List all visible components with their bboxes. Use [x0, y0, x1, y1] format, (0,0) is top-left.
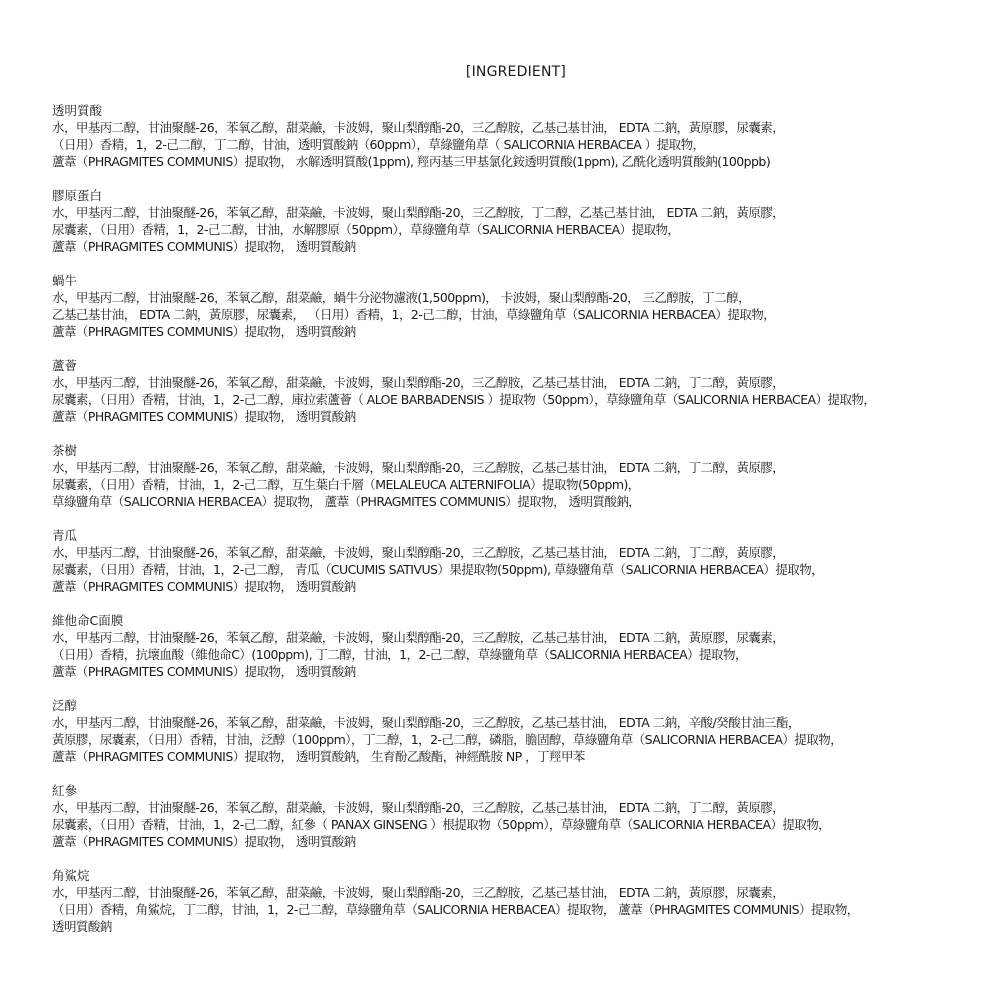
ingredient-line: 尿囊素，（日用）香精，甘油，1，2-己二醇，紅參（ PANAX GINSENG ）根提取物（50ppm），草綠鹽角草（SALICORNIA HERBACEA）提取物，	[52, 817, 831, 832]
ingredient-sections	[52, 102, 980, 935]
ingredient-line: 蘆葦（PHRAGMITES COMMUNIS）提取物， 透明質酸鈉	[52, 664, 356, 679]
ingredient-line: 水，甲基丙二醇，甘油聚醚-26，苯氧乙醇，甜菜鹼，卡波姆，聚山梨醇酯-20，三乙醇胺，乙基己基甘油， EDTA 二鈉，黃原膠，尿囊素，	[52, 630, 785, 645]
ingredient-line: 蘆葦（PHRAGMITES COMMUNIS）提取物， 透明質酸鈉	[52, 834, 356, 849]
ingredient-line: 尿囊素，（日用）香精，甘油，1，2-己二醇， 青瓜（CUCUMIS SATIVUS）果提取物(50ppm), 草綠鹽角草（SALICORNIA HERBACEA）提取物，	[52, 562, 824, 577]
ingredient-line: 草綠鹽角草（SALICORNIA HERBACEA）提取物， 蘆葦（PHRAGMITES COMMUNIS）提取物， 透明質酸鈉，	[52, 494, 641, 509]
ingredient-line: 蘆葦（PHRAGMITES COMMUNIS）提取物， 水解透明質酸(1ppm), 羥丙基三甲基氯化銨透明質酸(1ppm), 乙酰化透明質酸鈉(100ppb)	[52, 154, 771, 169]
ingredient-line: 蘆葦（PHRAGMITES COMMUNIS）提取物， 透明質酸鈉	[52, 239, 356, 254]
section-title: 維他命C面膜	[52, 613, 124, 628]
ingredient-line: 水，甲基丙二醇，甘油聚醚-26，苯氧乙醇，甜菜鹼，卡波姆，聚山梨醇酯-20，三乙醇胺，乙基己基甘油， EDTA 二鈉，黃原膠，尿囊素，	[52, 885, 785, 900]
section-title: 茶樹	[52, 443, 78, 458]
ingredient-line: 蘆葦（PHRAGMITES COMMUNIS）提取物， 透明質酸鈉	[52, 324, 356, 339]
ingredient-line: 蘆葦（PHRAGMITES COMMUNIS）提取物， 透明質酸鈉， 生育酚乙酸酯，神經酰胺 NP ，丁羥甲苯	[52, 749, 585, 764]
ingredient-section	[52, 867, 980, 935]
ingredient-line: 水，甲基丙二醇，甘油聚醚-26，苯氧乙醇，甜菜鹼，蝸牛分泌物濾液(1,500ppm)， 卡波姆，聚山梨醇酯-20， 三乙醇胺，丁二醇，	[52, 290, 751, 305]
ingredient-line: 黃原膠，尿囊素，（日用）香精，甘油，泛醇（100ppm），丁二醇，1，2-己二醇，磷脂，膽固醇，草綠鹽角草（SALICORNIA HERBACEA）提取物，	[52, 732, 843, 747]
ingredient-line: 乙基己基甘油， EDTA 二鈉，黃原膠，尿囊素， （日用）香精，1，2-己二醇，甘油，草綠鹽角草（SALICORNIA HERBACEA）提取物，	[52, 307, 776, 322]
ingredient-line: 水，甲基丙二醇，甘油聚醚-26，苯氧乙醇，甜菜鹼，卡波姆，聚山梨醇酯-20，三乙醇胺，乙基己基甘油， EDTA 二鈉，黃原膠，尿囊素，	[52, 120, 785, 135]
ingredient-line: 尿囊素，（日用）香精，1，2-己二醇，甘油，水解膠原（50ppm），草綠鹽角草（SALICORNIA HERBACEA）提取物，	[52, 222, 680, 237]
ingredient-line: 透明質酸鈉	[52, 919, 112, 934]
ingredient-section	[52, 697, 980, 765]
ingredient-section	[52, 187, 980, 255]
page-heading: [INGREDIENT]	[465, 64, 567, 80]
ingredient-line: 尿囊素，（日用）香精，甘油，1，2-己二醇，互生葉白千層（MELALEUCA ALTERNIFOLIA）提取物(50ppm)，	[52, 477, 640, 492]
ingredient-line: 蘆葦（PHRAGMITES COMMUNIS）提取物， 透明質酸鈉	[52, 409, 356, 424]
section-title: 泛醇	[52, 698, 78, 713]
ingredient-section	[52, 612, 980, 680]
section-title: 蘆薈	[52, 358, 78, 373]
ingredient-section	[52, 442, 980, 510]
ingredient-line: （日用）香精，1，2-己二醇，丁二醇，甘油，透明質酸鈉（60ppm），草綠鹽角草（ SALICORNIA HERBACEA ）提取物，	[52, 137, 705, 152]
section-title: 透明質酸	[52, 103, 103, 118]
section-title: 蝸牛	[52, 273, 78, 288]
ingredient-line: 蘆葦（PHRAGMITES COMMUNIS）提取物， 透明質酸鈉	[52, 579, 356, 594]
section-title: 膠原蛋白	[52, 188, 103, 203]
ingredient-section	[52, 272, 980, 340]
ingredient-section	[52, 357, 980, 425]
ingredient-line: 尿囊素，（日用）香精，甘油，1，2-己二醇，庫拉索蘆薈（ ALOE BARBADENSIS ）提取物（50ppm），草綠鹽角草（SALICORNIA HERBACEA）提取物，	[52, 392, 876, 407]
section-title: 青瓜	[52, 528, 78, 543]
ingredient-line: 水，甲基丙二醇，甘油聚醚-26，苯氧乙醇，甜菜鹼，卡波姆，聚山梨醇酯-20，三乙醇胺，乙基己基甘油， EDTA 二鈉，丁二醇，黃原膠，	[52, 545, 785, 560]
ingredient-line: （日用）香精，抗壞血酸（維他命C）(100ppm), 丁二醇，甘油，1，2-己二醇，草綠鹽角草（SALICORNIA HERBACEA）提取物，	[52, 647, 747, 662]
ingredient-line: 水，甲基丙二醇，甘油聚醚-26，苯氧乙醇，甜菜鹼，卡波姆，聚山梨醇酯-20，三乙醇胺，乙基己基甘油， EDTA 二鈉，丁二醇，黃原膠，	[52, 800, 785, 815]
ingredient-line: （日用）香精，角鯊烷，丁二醇，甘油，1，2-己二醇，草綠鹽角草（SALICORNIA HERBACEA）提取物， 蘆葦（PHRAGMITES COMMUNIS）提取物，	[52, 902, 859, 917]
ingredient-line: 水，甲基丙二醇，甘油聚醚-26，苯氧乙醇，甜菜鹼，卡波姆，聚山梨醇酯-20，三乙醇胺，乙基己基甘油， EDTA 二鈉，丁二醇，黃原膠，	[52, 375, 785, 390]
ingredient-section	[52, 782, 980, 850]
ingredient-line: 水，甲基丙二醇，甘油聚醚-26，苯氧乙醇，甜菜鹼，卡波姆，聚山梨醇酯-20，三乙醇胺，乙基己基甘油， EDTA 二鈉，辛酸/癸酸甘油三酯，	[52, 715, 800, 730]
ingredient-section	[52, 102, 980, 170]
ingredient-line: 水，甲基丙二醇，甘油聚醚-26，苯氧乙醇，甜菜鹼，卡波姆，聚山梨醇酯-20，三乙醇胺，乙基己基甘油， EDTA 二鈉，丁二醇，黃原膠，	[52, 460, 785, 475]
section-title: 紅參	[52, 783, 78, 798]
section-title: 角鯊烷	[52, 868, 90, 883]
ingredient-section	[52, 527, 980, 595]
ingredient-line: 水，甲基丙二醇，甘油聚醚-26，苯氧乙醇，甜菜鹼，卡波姆，聚山梨醇酯-20，三乙醇胺，丁二醇，乙基己基甘油， EDTA 二鈉，黃原膠，	[52, 205, 785, 220]
